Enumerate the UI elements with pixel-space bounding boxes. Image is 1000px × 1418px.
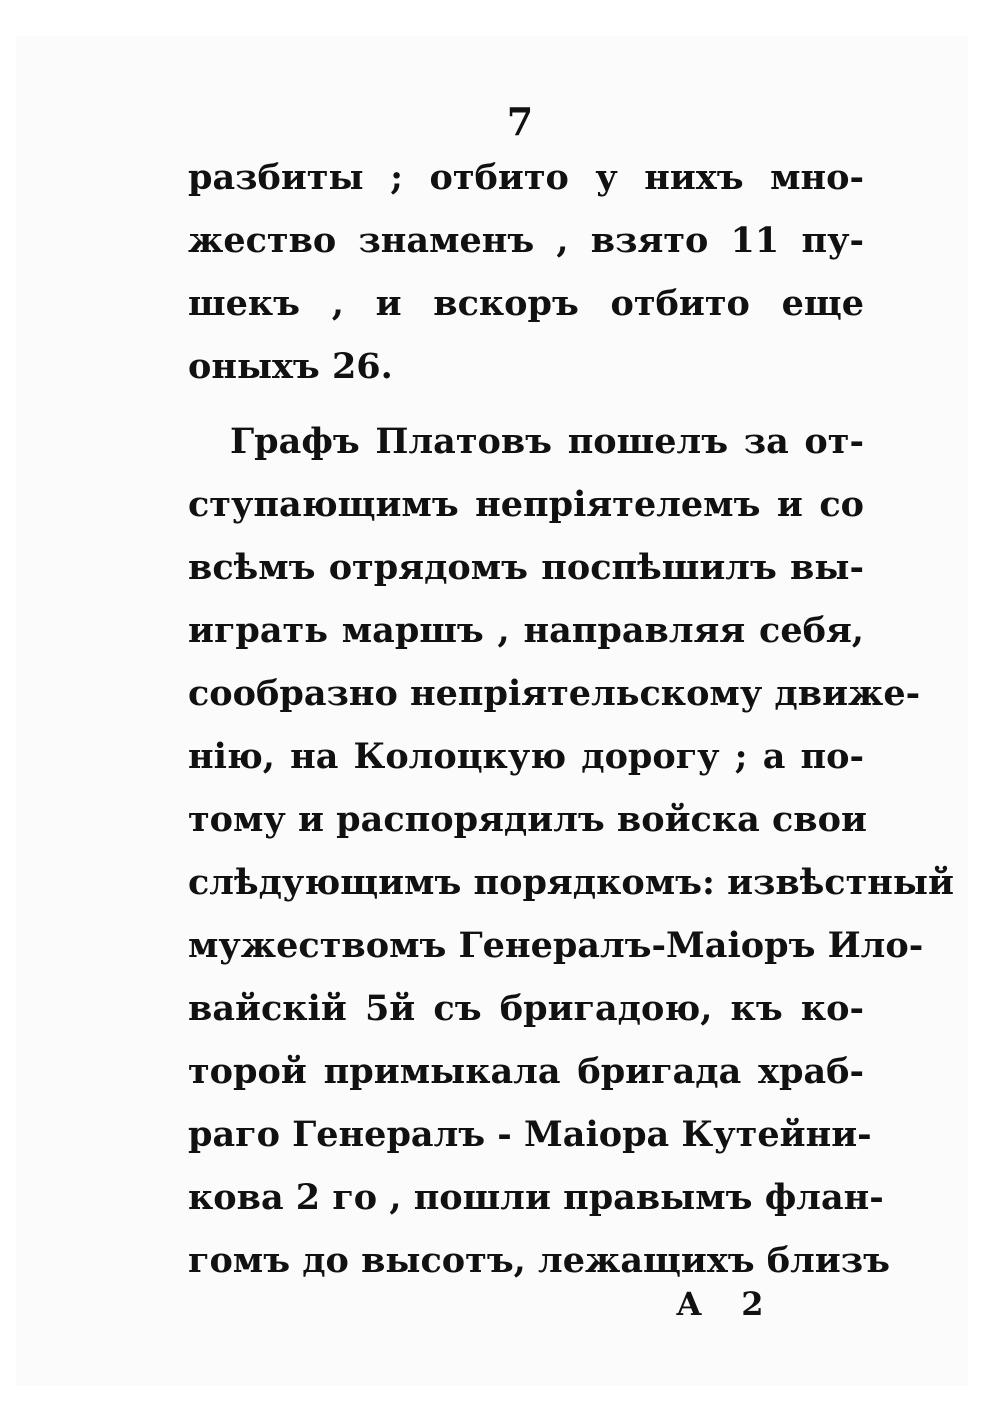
- text-line: раго Генералъ - Маіора Кутейни-: [188, 1114, 872, 1155]
- text-line: ступающимъ непріятелемъ и со: [188, 484, 864, 525]
- text-line: кова 2 го , пошли правымъ флан-: [188, 1177, 884, 1218]
- text-line: мужествомъ Генералъ-Маіоръ Ило-: [188, 925, 924, 966]
- text-line: оныхъ 26.: [188, 346, 393, 387]
- text-line: шекъ , и вскоръ отбито еще: [188, 283, 864, 324]
- text-line: вайскій 5й съ бригадою, къ ко-: [188, 988, 864, 1029]
- text-line: гомъ до высотъ, лежащихъ близъ: [188, 1240, 890, 1281]
- text-line: тому и распорядилъ войска свои: [188, 799, 867, 840]
- text-line: жество знаменъ , взято 11 пу-: [188, 220, 864, 261]
- text-line: сообразно непріятельскому движе-: [188, 673, 921, 714]
- signature-mark: А 2: [676, 1285, 778, 1323]
- paragraph-gap: [188, 404, 864, 416]
- text-line: играть маршъ , направляя себя,: [188, 610, 864, 651]
- page-number: 7: [506, 99, 534, 144]
- body-text: [188, 152, 954, 1298]
- text-line: нію, на Колоцкую дорогу ; а по-: [188, 736, 864, 777]
- text-line: торой примыкала бригада храб-: [188, 1051, 864, 1092]
- text-line: разбиты ; отбито у нихъ мно-: [188, 157, 864, 198]
- text-line: слѣдующимъ порядкомъ: извѣстный: [188, 862, 954, 903]
- text-line: Графъ Платовъ пошелъ за от-: [230, 421, 864, 462]
- text-line: всѣмъ отрядомъ поспѣшилъ вы-: [188, 547, 864, 588]
